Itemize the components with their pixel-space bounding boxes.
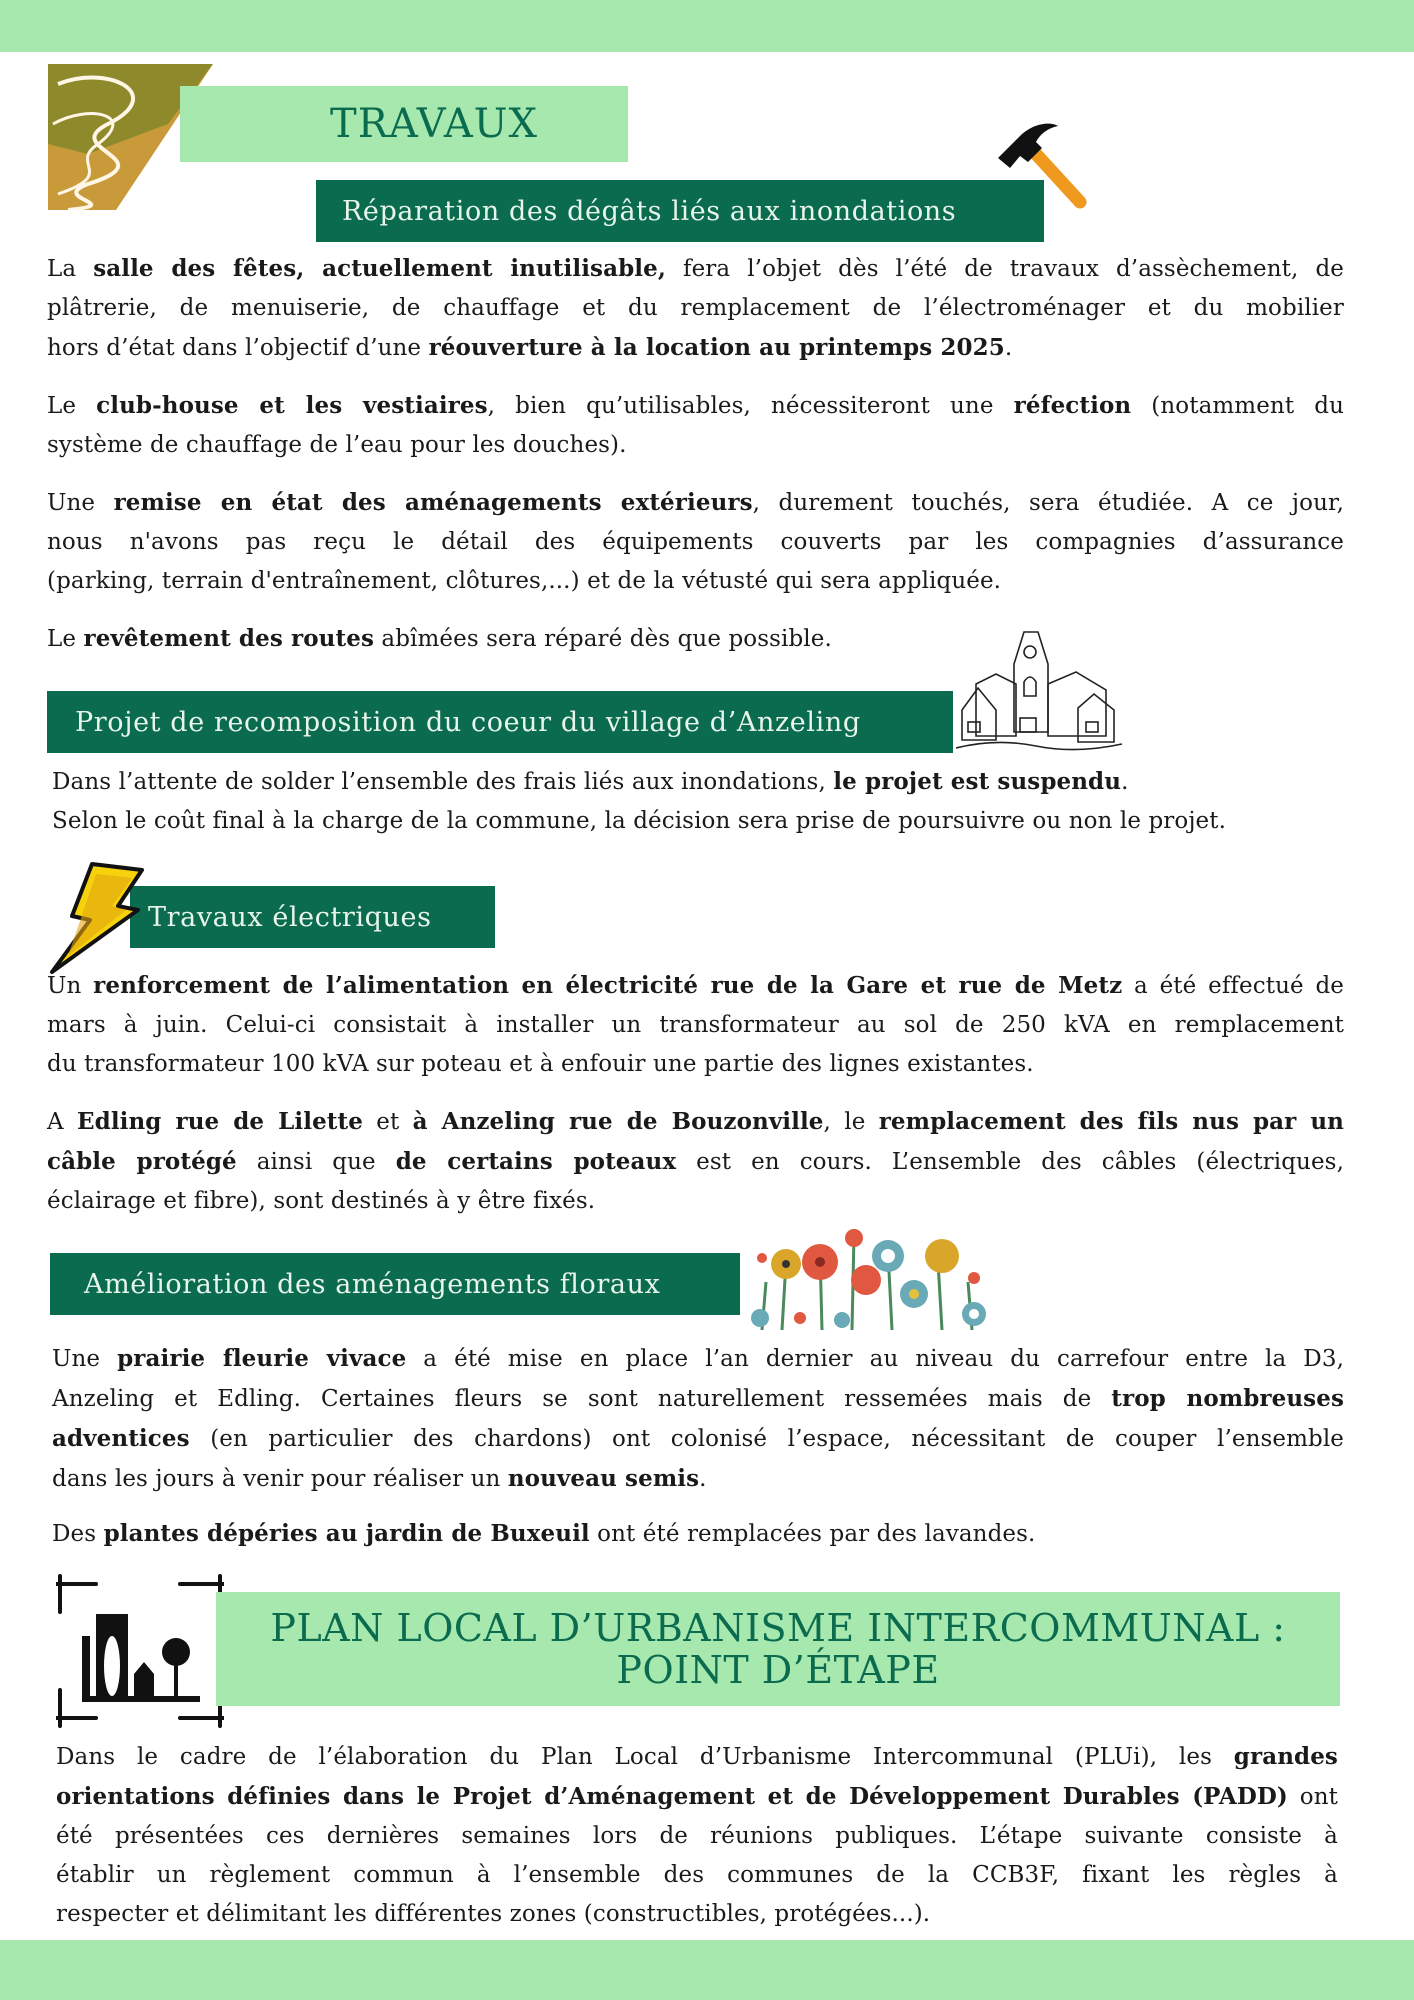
text: , le — [823, 1109, 879, 1135]
section-title-amenagements-floraux: Amélioration des aménagements floraux — [50, 1253, 740, 1315]
plui-title-line-2: POINT D’ÉTAPE — [616, 1648, 940, 1692]
paragraph-fils-nus — [47, 1102, 1344, 1221]
text: Selon le coût final à la charge de la commune, la décision sera prise de poursuivre ou non le projet. — [52, 808, 1227, 834]
text: fera l’objet dès l’été de travaux d’assèchement, de — [665, 256, 1344, 282]
text-bold: remise en état des aménagements extérieurs — [113, 489, 753, 516]
paragraph-buxeuil — [52, 1514, 1344, 1554]
village-sketch-icon — [956, 624, 1126, 758]
top-band — [0, 0, 1414, 52]
text-bold: prairie fleurie vivace — [117, 1345, 407, 1372]
text-bold: plantes dépéries au jardin de Buxeuil — [103, 1520, 590, 1547]
bottom-band — [0, 1940, 1414, 2000]
text: La — [47, 256, 94, 282]
text-bold: adventices — [52, 1425, 190, 1452]
subtitle-reparation: Réparation des dégâts liés aux inondations — [316, 180, 1044, 242]
text-bold: réfection — [1013, 392, 1132, 419]
text: du transformateur 100 kVA sur poteau et à enfouir une partie des lignes existantes. — [47, 1051, 1034, 1077]
text: , bien qu’utilisables, nécessiteront une — [487, 393, 1014, 419]
text-bold: câble protégé — [47, 1148, 237, 1175]
text: et — [363, 1109, 413, 1135]
section-title-travaux-electriques: Travaux électriques — [130, 886, 495, 948]
paragraph-club-house — [47, 386, 1344, 465]
text: Le — [47, 393, 97, 419]
text: dans les jours à venir pour réaliser un — [52, 1466, 508, 1492]
text: Dans le cadre de l’élaboration du Plan Local d’Urbanisme Intercommunal (PLUi), les — [56, 1744, 1234, 1770]
text: système de chauffage de l’eau pour les douches). — [47, 432, 627, 458]
text: hors d’état dans l’objectif d’une — [47, 335, 429, 361]
plui-title-line-1: PLAN LOCAL D’URBANISME INTERCOMMUNAL : — [270, 1606, 1286, 1650]
text-bold: le projet est suspendu — [833, 768, 1122, 795]
text: (parking, terrain d'entraînement, clôtures,...) et de la vétusté qui sera appliquée. — [47, 568, 1002, 594]
text-bold: grandes — [1233, 1743, 1338, 1770]
paragraph-amenagements-exterieurs — [47, 483, 1344, 601]
text: . — [1004, 335, 1013, 361]
text: Un — [47, 973, 94, 999]
lightning-bolt-icon — [46, 860, 146, 976]
text: Le — [47, 626, 84, 652]
text-bold: nouveau semis — [507, 1465, 700, 1492]
paragraph-plui — [56, 1737, 1338, 1934]
text: (notamment du — [1131, 393, 1344, 419]
text: est en cours. L’ensemble des câbles (électriques, — [676, 1149, 1344, 1175]
text: Anzeling et Edling. Certaines fleurs se sont naturellement ressemées mais de — [52, 1386, 1112, 1412]
text: , durement touchés, sera étudiée. A ce jour, — [752, 490, 1344, 516]
paragraph-anzeling — [52, 762, 1382, 841]
text: été présentées ces dernières semaines lors de réunions publiques. L’étape suivante consiste à — [56, 1823, 1338, 1849]
section-title-anzeling: Projet de recomposition du coeur du village d’Anzeling — [47, 691, 953, 753]
text: a été effectué de — [1122, 973, 1344, 999]
text-bold: renforcement de l’alimentation en électricité rue de la Gare et rue de Metz — [93, 972, 1123, 999]
text-bold: revêtement des routes — [83, 625, 374, 652]
text: mars à juin. Celui-ci consistait à installer un transformateur au sol de 250 kVA en remplacement — [47, 1012, 1344, 1038]
paragraph-salle-des-fetes — [47, 249, 1344, 368]
text: abîmées sera réparé dès que possible. — [374, 626, 832, 652]
text: éclairage et fibre), sont destinés à y être fixés. — [47, 1188, 596, 1214]
text-bold: trop nombreuses — [1111, 1385, 1344, 1412]
text: Une — [47, 490, 114, 516]
text: . — [699, 1466, 707, 1492]
text: Dans l’attente de solder l’ensemble des frais liés aux inondations, — [52, 769, 834, 795]
text-bold: de certains poteaux — [395, 1148, 677, 1175]
text-bold: à Anzeling rue de Bouzonville — [412, 1108, 824, 1135]
section-title-travaux: TRAVAUX — [180, 86, 628, 162]
text-bold: Edling rue de Lilette — [77, 1108, 363, 1135]
text: établir un règlement commun à l’ensemble des communes de la CCB3F, fixant les règles à — [56, 1862, 1338, 1888]
text: plâtrerie, de menuiserie, de chauffage et du remplacement de l’électroménager et du mobilier — [47, 295, 1344, 321]
text: ont — [1287, 1784, 1338, 1810]
text: A — [47, 1109, 77, 1135]
text-bold: orientations définies dans le Projet d’Aménagement et de Développement Durables (PADD) — [56, 1783, 1288, 1810]
section-title-plui — [216, 1592, 1340, 1706]
text: respecter et délimitant les différentes zones (constructibles, protégées...). — [56, 1901, 931, 1927]
text-bold: réouverture à la location au printemps 2025 — [428, 334, 1005, 361]
text: Une — [52, 1346, 118, 1372]
text-bold: salle des fêtes, actuellement inutilisable, — [93, 255, 666, 282]
paragraph-renforcement — [47, 966, 1344, 1084]
text: (en particulier des chardons) ont colonisé l’espace, nécessitant de couper l’ensemble — [189, 1426, 1344, 1452]
text: Des — [52, 1521, 104, 1547]
text: a été mise en place l’an dernier au niveau du carrefour entre la D3, — [406, 1346, 1344, 1372]
text: ont été remplacées par des lavandes. — [589, 1521, 1036, 1547]
text: . — [1121, 769, 1129, 795]
paragraph-routes — [47, 619, 1344, 659]
text: ainsi que — [236, 1149, 396, 1175]
text: nous n'avons pas reçu le détail des équipements couverts par les compagnies d’assurance — [47, 529, 1344, 555]
flowers-illustration-icon — [742, 1222, 990, 1330]
paragraph-prairie-fleurie — [52, 1339, 1344, 1499]
text-bold: club-house et les vestiaires — [96, 392, 488, 419]
urban-planning-icon — [56, 1572, 224, 1730]
text-bold: remplacement des fils nus par un — [878, 1108, 1344, 1135]
